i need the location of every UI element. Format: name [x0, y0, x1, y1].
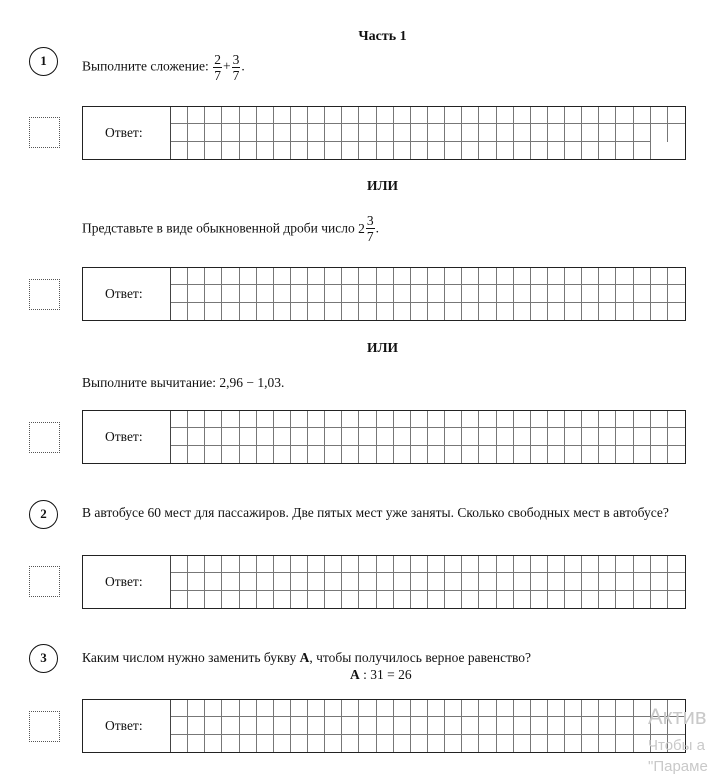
watermark-line-1: Актив	[648, 704, 707, 729]
answer-grid[interactable]	[170, 556, 685, 608]
question-number-3: 3	[29, 644, 58, 673]
answer-grid[interactable]	[170, 700, 685, 752]
question-1b-text: Представьте в виде обыкновенной дроби число 2 $\frac{3}{7}$ .	[82, 213, 379, 244]
letter-a: А	[299, 650, 310, 665]
subtraction-expression: 2,96 − 1,03.	[219, 375, 285, 390]
answer-grid[interactable]	[170, 411, 685, 463]
question-number-2: 2	[29, 500, 58, 529]
answer-box-1c[interactable]	[82, 410, 686, 464]
answer-label: Ответ:	[105, 574, 143, 589]
score-checkbox-3[interactable]	[29, 711, 60, 742]
answer-grid[interactable]	[170, 107, 685, 159]
answer-grid[interactable]	[170, 268, 685, 320]
fraction-2-7: $\frac{2}{7}$	[214, 52, 221, 83]
score-checkbox-1c[interactable]	[29, 422, 60, 453]
watermark-line-3: "Параме	[648, 758, 708, 775]
question-number-1: 1	[29, 47, 58, 76]
answer-box-3[interactable]	[82, 699, 686, 753]
answer-label: Ответ:	[105, 429, 143, 444]
part-title: Часть 1	[358, 29, 407, 44]
question-1a-text: Выполните сложение: $\frac{2}{7}$ + $\frac{3}{7}$ .	[82, 52, 245, 83]
question-1c-text	[82, 374, 284, 392]
mixed-number-2-3-7: 2 $\frac{3}{7}$	[358, 213, 374, 244]
or-separator-1: ИЛИ	[366, 178, 399, 193]
score-checkbox-2[interactable]	[29, 566, 60, 597]
plus-sign: +	[222, 58, 231, 74]
or-separator-2: ИЛИ	[366, 340, 399, 355]
question-3-text: Каким числом нужно заменить букву А, чтобы получилось верное равенство?	[82, 650, 532, 665]
score-checkbox-1b[interactable]	[29, 279, 60, 310]
question-1b-label: Представьте в виде обыкновенной дроби число	[82, 220, 355, 236]
fraction-3-7: $\frac{3}{7}$	[232, 52, 240, 83]
answer-label: Ответ:	[105, 286, 143, 301]
question-1c-label: Выполните вычитание:	[82, 375, 217, 390]
answer-box-2[interactable]	[82, 555, 686, 609]
answer-label: Ответ:	[105, 718, 143, 733]
equation: А : 31 = 26	[350, 667, 412, 682]
answer-box-1b[interactable]	[82, 267, 686, 321]
watermark-line-2: Чтобы а	[648, 737, 705, 754]
question-1a-label: Выполните сложение:	[82, 58, 209, 74]
answer-box-1a[interactable]	[82, 106, 686, 160]
score-checkbox-1a[interactable]	[29, 117, 60, 148]
answer-label: Ответ:	[105, 125, 143, 140]
question-2-text: В автобусе 60 мест для пассажиров. Две пятых мест уже заняты. Сколько свободных мест в автобусе?	[82, 505, 669, 520]
